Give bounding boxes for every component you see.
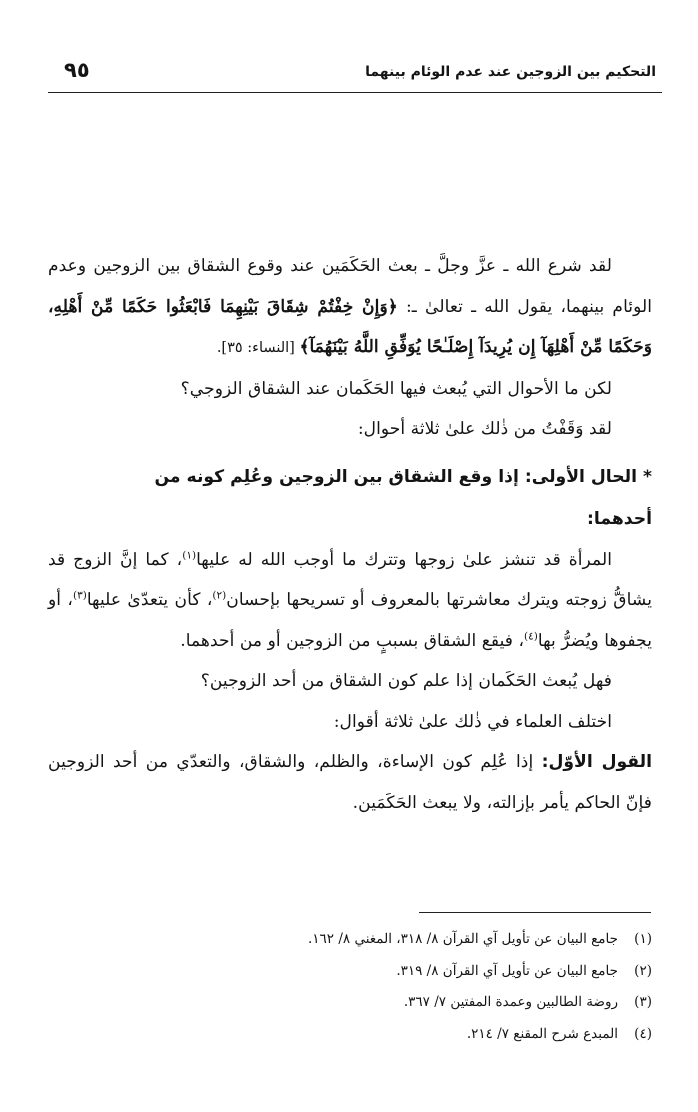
footnote-2 — [60, 956, 652, 988]
footnote-ref-4[interactable]: (٤) — [524, 629, 538, 642]
footnote-number: (١) — [634, 931, 652, 947]
intro-text: لقد شرع الله ـ عزَّ وجلَّ ـ بعث الحَكَمَين عند وقوع الشقاق بين الزوجين وعدم الوئام بينهما، يقول الله ـ تعالىٰ ـ: — [48, 256, 652, 317]
footnote-text: المبدع شرح المقنع ٧/ ٢١٤. — [466, 1025, 618, 1042]
nushuz-part-4: ، أو يجفوها ويُضرُّ بها — [48, 590, 652, 651]
footnote-4 — [60, 1019, 652, 1051]
quran-verse: ﴿وَإِنْ خِفْتُمْ شِقَاقَ بَيْنِهِمَا فَابْعَثُوا حَكَمًا مِّنْ أَهْلِهِ، وَحَكَمًا مِّنْ أَهْلِهَآ إِن يُرِيدَآ إِصْلَـٰحًا يُوَفِّقِ اللَّهُ بَيْنَهُمَآ﴾ — [48, 296, 652, 357]
paragraph-question-2: فهل يُبعث الحَكَمان إذا علم كون الشقاق من أحد الزوجين؟ — [200, 671, 612, 691]
heading-line-1: الحال الأولى: إذا وقع الشقاق بين الزوجين وعُلِم كونه من — [154, 466, 637, 487]
nushuz-part-3: ، كأن يتعدّىٰ عليها — [86, 590, 213, 610]
heading-line-2: أحدهما: — [587, 508, 652, 529]
footnote-text: جامع البيان عن تأويل آي القرآن ٨/ ٣١٨، المغني ٨/ ١٦٢. — [308, 931, 618, 947]
nushuz-part-2: ، كما إنَّ الزوج قد يشاقُّ زوجته ويترك معاشرتها بالمعروف أو تسريحها بإحسان — [48, 549, 652, 610]
body-text — [48, 246, 652, 823]
footnote-1 — [60, 924, 652, 956]
header-title: التحكيم بين الزوجين عند عدم الوئام بينهما — [365, 64, 656, 80]
verse-citation: [النساء: ٣٥]. — [216, 340, 300, 356]
footnote-3 — [60, 987, 652, 1019]
footnote-number: (٢) — [634, 962, 652, 979]
footnote-divider — [419, 912, 651, 913]
footnote-ref-2[interactable]: (٢) — [212, 589, 227, 602]
paragraph-states: لقد وَقَفْتُ من ذٰلك علىٰ ثلاثة أحوال: — [357, 419, 612, 439]
footnotes — [60, 924, 652, 1050]
footnote-ref-1[interactable]: (١) — [182, 548, 197, 561]
footnote-number: (٣) — [634, 994, 652, 1010]
footnote-ref-3[interactable]: (٣) — [72, 589, 87, 602]
paragraph-intro — [48, 246, 652, 369]
footnote-text: روضة الطالبين وعمدة المفتين ٧/ ٣٦٧. — [403, 994, 618, 1010]
first-opinion-label: القول الأوّل: — [541, 752, 652, 772]
running-header — [48, 52, 662, 93]
page-number: ٩٥ — [64, 58, 90, 82]
nushuz-part-5: ، فيقع الشقاق بسببٍ من الزوجين أو من أحدهما. — [180, 630, 525, 651]
section-heading — [48, 456, 652, 540]
paragraph-first-opinion — [48, 742, 652, 823]
star-bullet: * — [643, 466, 652, 487]
footnote-text: جامع البيان عن تأويل آي القرآن ٨/ ٣١٩. — [396, 962, 618, 979]
footnote-number: (٤) — [634, 1025, 652, 1042]
first-opinion-text: إذا عُلِم كون الإساءة، والظلم، والشقاق، والتعدّي من أحد الزوجين فإنّ الحاكم يأمر بإزالته، ولا يبعث الحَكَمَين. — [48, 752, 652, 813]
paragraph-scholars: اختلف العلماء في ذٰلك علىٰ ثلاثة أقوال: — [333, 711, 612, 732]
paragraph-nushuz — [48, 540, 652, 662]
paragraph-question: لكن ما الأحوال التي يُبعث فيها الحَكَمان عند الشقاق الزوجي؟ — [180, 378, 612, 399]
nushuz-part-1: المرأة قد تنشز علىٰ زوجها وتترك ما أوجب الله له عليها — [196, 549, 612, 570]
